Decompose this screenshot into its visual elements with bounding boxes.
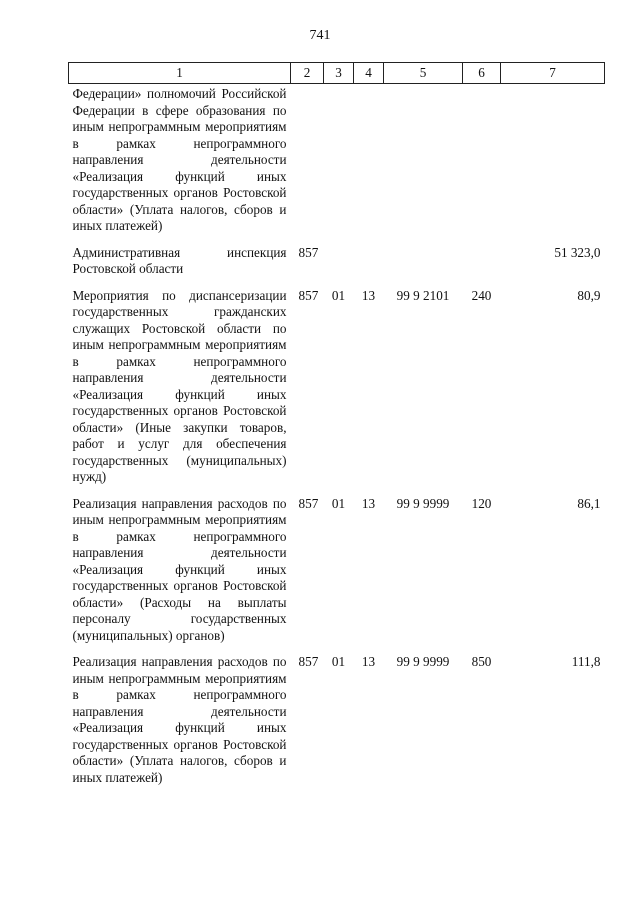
row-name: Мероприятия по диспансеризации государственных гражданских служащих Ростовской области по иным непрограммным мероприятиям в рамках непрограммного направления деятельности «Реализация функций иных государственных органов Ростовской области» (Иные закупки товаров, работ и услуг для обеспечения государственных (муниципальных) нужд) <box>72 287 287 484</box>
row-col-4: 13 <box>361 287 376 303</box>
row-col-5: 99 9 2101 <box>396 287 450 303</box>
header-col-5: 5 <box>384 63 463 84</box>
table-body <box>69 84 605 791</box>
row-col-5 <box>384 84 463 239</box>
row-name: Реализация направления расходов по иным непрограммным мероприятиям в рамках непрограммного направления деятельности «Реализация функций иных государственных органов Ростовской области» (Расходы на выплаты персоналу государственных (муниципальных) органов) <box>72 495 287 643</box>
header-col-2: 2 <box>291 63 324 84</box>
row-col-6 <box>463 84 501 239</box>
row-col-6: 120 <box>471 495 492 511</box>
row-col-7: 80,9 <box>577 287 601 303</box>
header-col-3: 3 <box>324 63 354 84</box>
header-col-7: 7 <box>501 63 605 84</box>
row-col-7: 111,8 <box>571 654 601 669</box>
row-col-4 <box>354 239 384 282</box>
page-number: 741 <box>309 28 331 43</box>
row-col-7: 86,1 <box>577 495 601 511</box>
row-col-2 <box>291 84 324 239</box>
table-header <box>69 63 605 84</box>
row-col-4: 13 <box>361 654 376 669</box>
row-col-2: 857 <box>298 495 319 511</box>
row-col-5: 99 9 9999 <box>396 654 450 669</box>
budget-table <box>68 62 605 790</box>
table-row <box>69 239 605 282</box>
row-col-6: 240 <box>471 287 492 303</box>
row-col-4: 13 <box>361 495 376 511</box>
table-row <box>69 84 605 239</box>
header-row <box>69 63 605 84</box>
row-col-2: 857 <box>298 287 319 303</box>
row-col-3 <box>324 239 354 282</box>
row-name: Реализация направления расходов по иным непрограммным мероприятиям в рамках непрограммного направления деятельности «Реализация функций иных государственных органов Ростовской области» (Уплата налогов, сборов и иных платежей) <box>72 654 287 785</box>
row-name: Административная инспекция Ростовской области <box>72 244 287 276</box>
row-col-2: 857 <box>298 244 319 260</box>
row-col-5: 99 9 9999 <box>396 495 450 511</box>
row-col-5 <box>384 239 463 282</box>
row-name: Федерации» полномочий Российской Федерации в сфере образования по иным непрограммным мероприятиям в рамках непрограммного направления деятельности «Реализация функций иных государственных органов Ростовской области» (Уплата налогов, сборов и иных платежей) <box>72 86 287 233</box>
row-col-4 <box>354 84 384 239</box>
row-col-3: 01 <box>331 495 346 511</box>
row-col-7 <box>501 84 605 239</box>
header-col-6: 6 <box>463 63 501 84</box>
table-row <box>69 282 605 490</box>
row-col-2: 857 <box>298 654 319 669</box>
header-col-1: 1 <box>69 63 291 84</box>
row-col-7: 51 323,0 <box>554 244 601 260</box>
row-col-6 <box>463 239 501 282</box>
row-col-3 <box>324 84 354 239</box>
row-col-3: 01 <box>331 287 346 303</box>
row-col-6: 850 <box>471 654 492 669</box>
header-col-4: 4 <box>354 63 384 84</box>
table-row <box>69 648 605 790</box>
row-col-3: 01 <box>331 654 346 669</box>
table-row <box>69 490 605 649</box>
